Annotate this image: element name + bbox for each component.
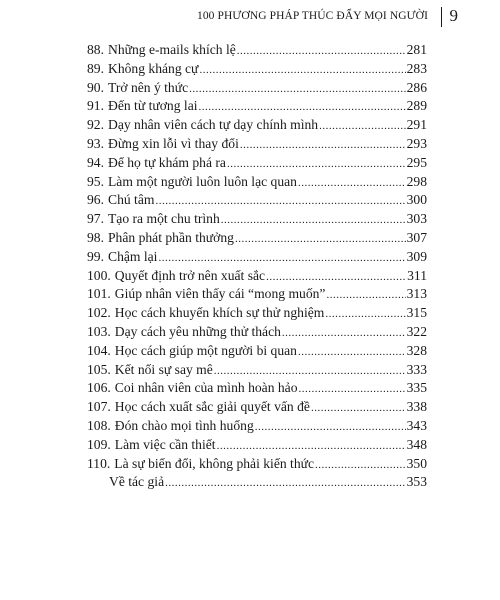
toc-entry-title: Dạy nhân viên cách tự dạy chính mình — [108, 117, 319, 133]
toc-entry-title: Đón chào mọi tình huống — [114, 417, 254, 433]
toc-entry-title: Chú tâm — [108, 192, 155, 208]
toc-entry-page: 281 — [406, 42, 427, 57]
running-header-title: 100 PHƯƠNG PHÁP THÚC ĐẨY MỌI NGƯỜI — [196, 10, 428, 22]
toc-entry-number: 105. — [87, 361, 111, 377]
toc-entry — [87, 61, 427, 80]
toc-entry-number: 106. — [87, 380, 111, 396]
dot-leader — [311, 402, 406, 414]
dot-leader — [240, 139, 406, 151]
toc-entry-title: Học cách khuyến khích sự thử nghiệm — [114, 305, 325, 321]
toc-entry-number: 110. — [87, 455, 111, 471]
toc-entry-title: Chậm lại — [108, 248, 158, 264]
toc-entry-page: 289 — [406, 98, 427, 114]
toc-entry-title: Trở nên ý thức — [108, 79, 189, 95]
toc-entry — [87, 42, 427, 61]
toc-entry-page: 303 — [406, 211, 427, 227]
dot-leader — [325, 308, 405, 320]
toc-entry-page: 353 — [406, 474, 427, 490]
dot-leader — [237, 45, 406, 57]
dot-leader — [255, 421, 406, 433]
toc-entry-number: 102. — [87, 305, 111, 321]
toc-entry — [87, 249, 427, 268]
toc-entry-title: Giúp nhân viên thấy cái “mong muốn” — [114, 286, 326, 302]
toc-entry-page: 348 — [406, 436, 427, 452]
toc-entry-page: 291 — [406, 117, 427, 133]
toc-entry-page: 335 — [406, 380, 427, 396]
toc-entry-number: 109. — [87, 436, 111, 452]
toc-entry-number: 95. — [87, 173, 104, 189]
toc-entry-page: 322 — [406, 323, 427, 339]
toc-entry-number: 94. — [87, 154, 104, 170]
toc-entry-title: Kết nối sự say mê — [114, 361, 213, 377]
toc-entry-title: Những e-mails khích lệ — [108, 42, 236, 57]
toc-entry-number: 91. — [87, 98, 104, 114]
toc-entry-page: 295 — [406, 154, 427, 170]
dot-leader — [227, 158, 406, 170]
toc-entry-title: Đừng xin lỗi vì thay đổi — [108, 135, 239, 151]
toc-entry-number: 104. — [87, 342, 111, 358]
dot-leader — [319, 120, 406, 132]
dot-leader — [214, 365, 406, 377]
toc-entry — [87, 286, 427, 305]
toc-entry-title: Học cách giúp một người bi quan — [114, 342, 297, 358]
toc-entry-page: 293 — [406, 135, 427, 151]
toc-entry-number: 92. — [87, 117, 104, 133]
toc-entry — [87, 268, 427, 287]
toc-entry-title: Coi nhân viên của mình hoàn hảo — [114, 380, 298, 396]
table-of-contents — [87, 42, 427, 493]
toc-entry-page: 298 — [406, 173, 427, 189]
toc-entry-page: 338 — [406, 399, 427, 415]
toc-entry-title: Quyết định trở nên xuất sắc — [114, 267, 266, 283]
header-divider — [441, 7, 443, 27]
toc-entry-title: Không kháng cự — [108, 60, 199, 76]
toc-entry-page: 311 — [407, 267, 427, 283]
toc-entry-page: 309 — [406, 248, 427, 264]
toc-entry — [87, 230, 427, 249]
toc-entry-number: 103. — [87, 323, 111, 339]
dot-leader — [199, 101, 406, 113]
toc-entry-page: 283 — [406, 60, 427, 76]
toc-entry — [87, 211, 427, 230]
toc-entry — [87, 305, 427, 324]
toc-entry — [87, 399, 427, 418]
toc-entry-page: 300 — [406, 192, 427, 208]
toc-entry-page: 343 — [406, 417, 427, 433]
toc-entry — [87, 155, 427, 174]
toc-entry-title: Về tác giả — [109, 474, 165, 490]
toc-entry — [87, 456, 427, 475]
toc-entry — [87, 98, 427, 117]
toc-entry-number: 99. — [87, 248, 104, 264]
dot-leader — [326, 289, 405, 301]
toc-entry-number: 100. — [87, 267, 111, 283]
toc-entry-page: 333 — [406, 361, 427, 377]
toc-entry — [87, 136, 427, 155]
toc-entry-number: 108. — [87, 417, 111, 433]
toc-entry-page: 313 — [406, 286, 427, 302]
toc-entry-title: Phân phát phần thưởng — [108, 229, 234, 245]
dot-leader — [165, 477, 406, 489]
toc-entry — [87, 343, 427, 362]
toc-entry-page: 286 — [406, 79, 427, 95]
toc-entry-number: 98. — [87, 229, 104, 245]
dot-leader — [189, 83, 405, 95]
dot-leader — [298, 177, 406, 189]
toc-entry — [87, 437, 427, 456]
toc-entry — [87, 117, 427, 136]
toc-entry-title: Là sự biến đổi, không phải kiến thức — [114, 455, 315, 471]
toc-entry — [87, 324, 427, 343]
dot-leader — [298, 346, 406, 358]
toc-entry — [87, 362, 427, 381]
toc-entry-number: 107. — [87, 399, 111, 415]
toc-entry-number: 90. — [87, 79, 104, 95]
toc-entry — [87, 380, 427, 399]
running-header — [0, 0, 500, 34]
dot-leader — [155, 195, 405, 207]
toc-entry-page: 307 — [406, 229, 427, 245]
toc-entry-number: 101. — [87, 286, 111, 302]
toc-entry — [87, 418, 427, 437]
toc-entry-title: Học cách xuất sắc giải quyết vấn đề — [114, 399, 310, 415]
toc-entry-number: 93. — [87, 135, 104, 151]
dot-leader — [217, 440, 406, 452]
toc-entry-number: 88. — [87, 42, 104, 57]
toc-entry-page: 350 — [406, 455, 427, 471]
dot-leader — [299, 383, 406, 395]
page-number: 9 — [449, 6, 458, 25]
dot-leader — [266, 271, 406, 283]
toc-entry-number: 97. — [87, 211, 104, 227]
dot-leader — [282, 327, 406, 339]
toc-entry-about-author — [87, 474, 427, 493]
toc-entry-title: Tạo ra một chu trình — [108, 211, 220, 227]
toc-entry-page: 315 — [406, 305, 427, 321]
toc-entry-title: Dạy cách yêu những thử thách — [114, 323, 281, 339]
toc-entry — [87, 174, 427, 193]
dot-leader — [221, 214, 406, 226]
toc-entry-title: Làm việc cần thiết — [114, 436, 216, 452]
dot-leader — [199, 64, 405, 76]
toc-entry — [87, 192, 427, 211]
toc-entry — [87, 80, 427, 99]
toc-entry-title: Đến từ tương lai — [108, 98, 198, 114]
toc-entry-page: 328 — [406, 342, 427, 358]
dot-leader — [315, 459, 406, 471]
toc-entry-title: Làm một người luôn luôn lạc quan — [108, 173, 297, 189]
dot-leader — [235, 233, 406, 245]
toc-entry-number: 89. — [87, 60, 104, 76]
dot-leader — [158, 252, 405, 264]
toc-entry-number: 96. — [87, 192, 104, 208]
toc-entry-title: Để họ tự khám phá ra — [108, 154, 226, 170]
